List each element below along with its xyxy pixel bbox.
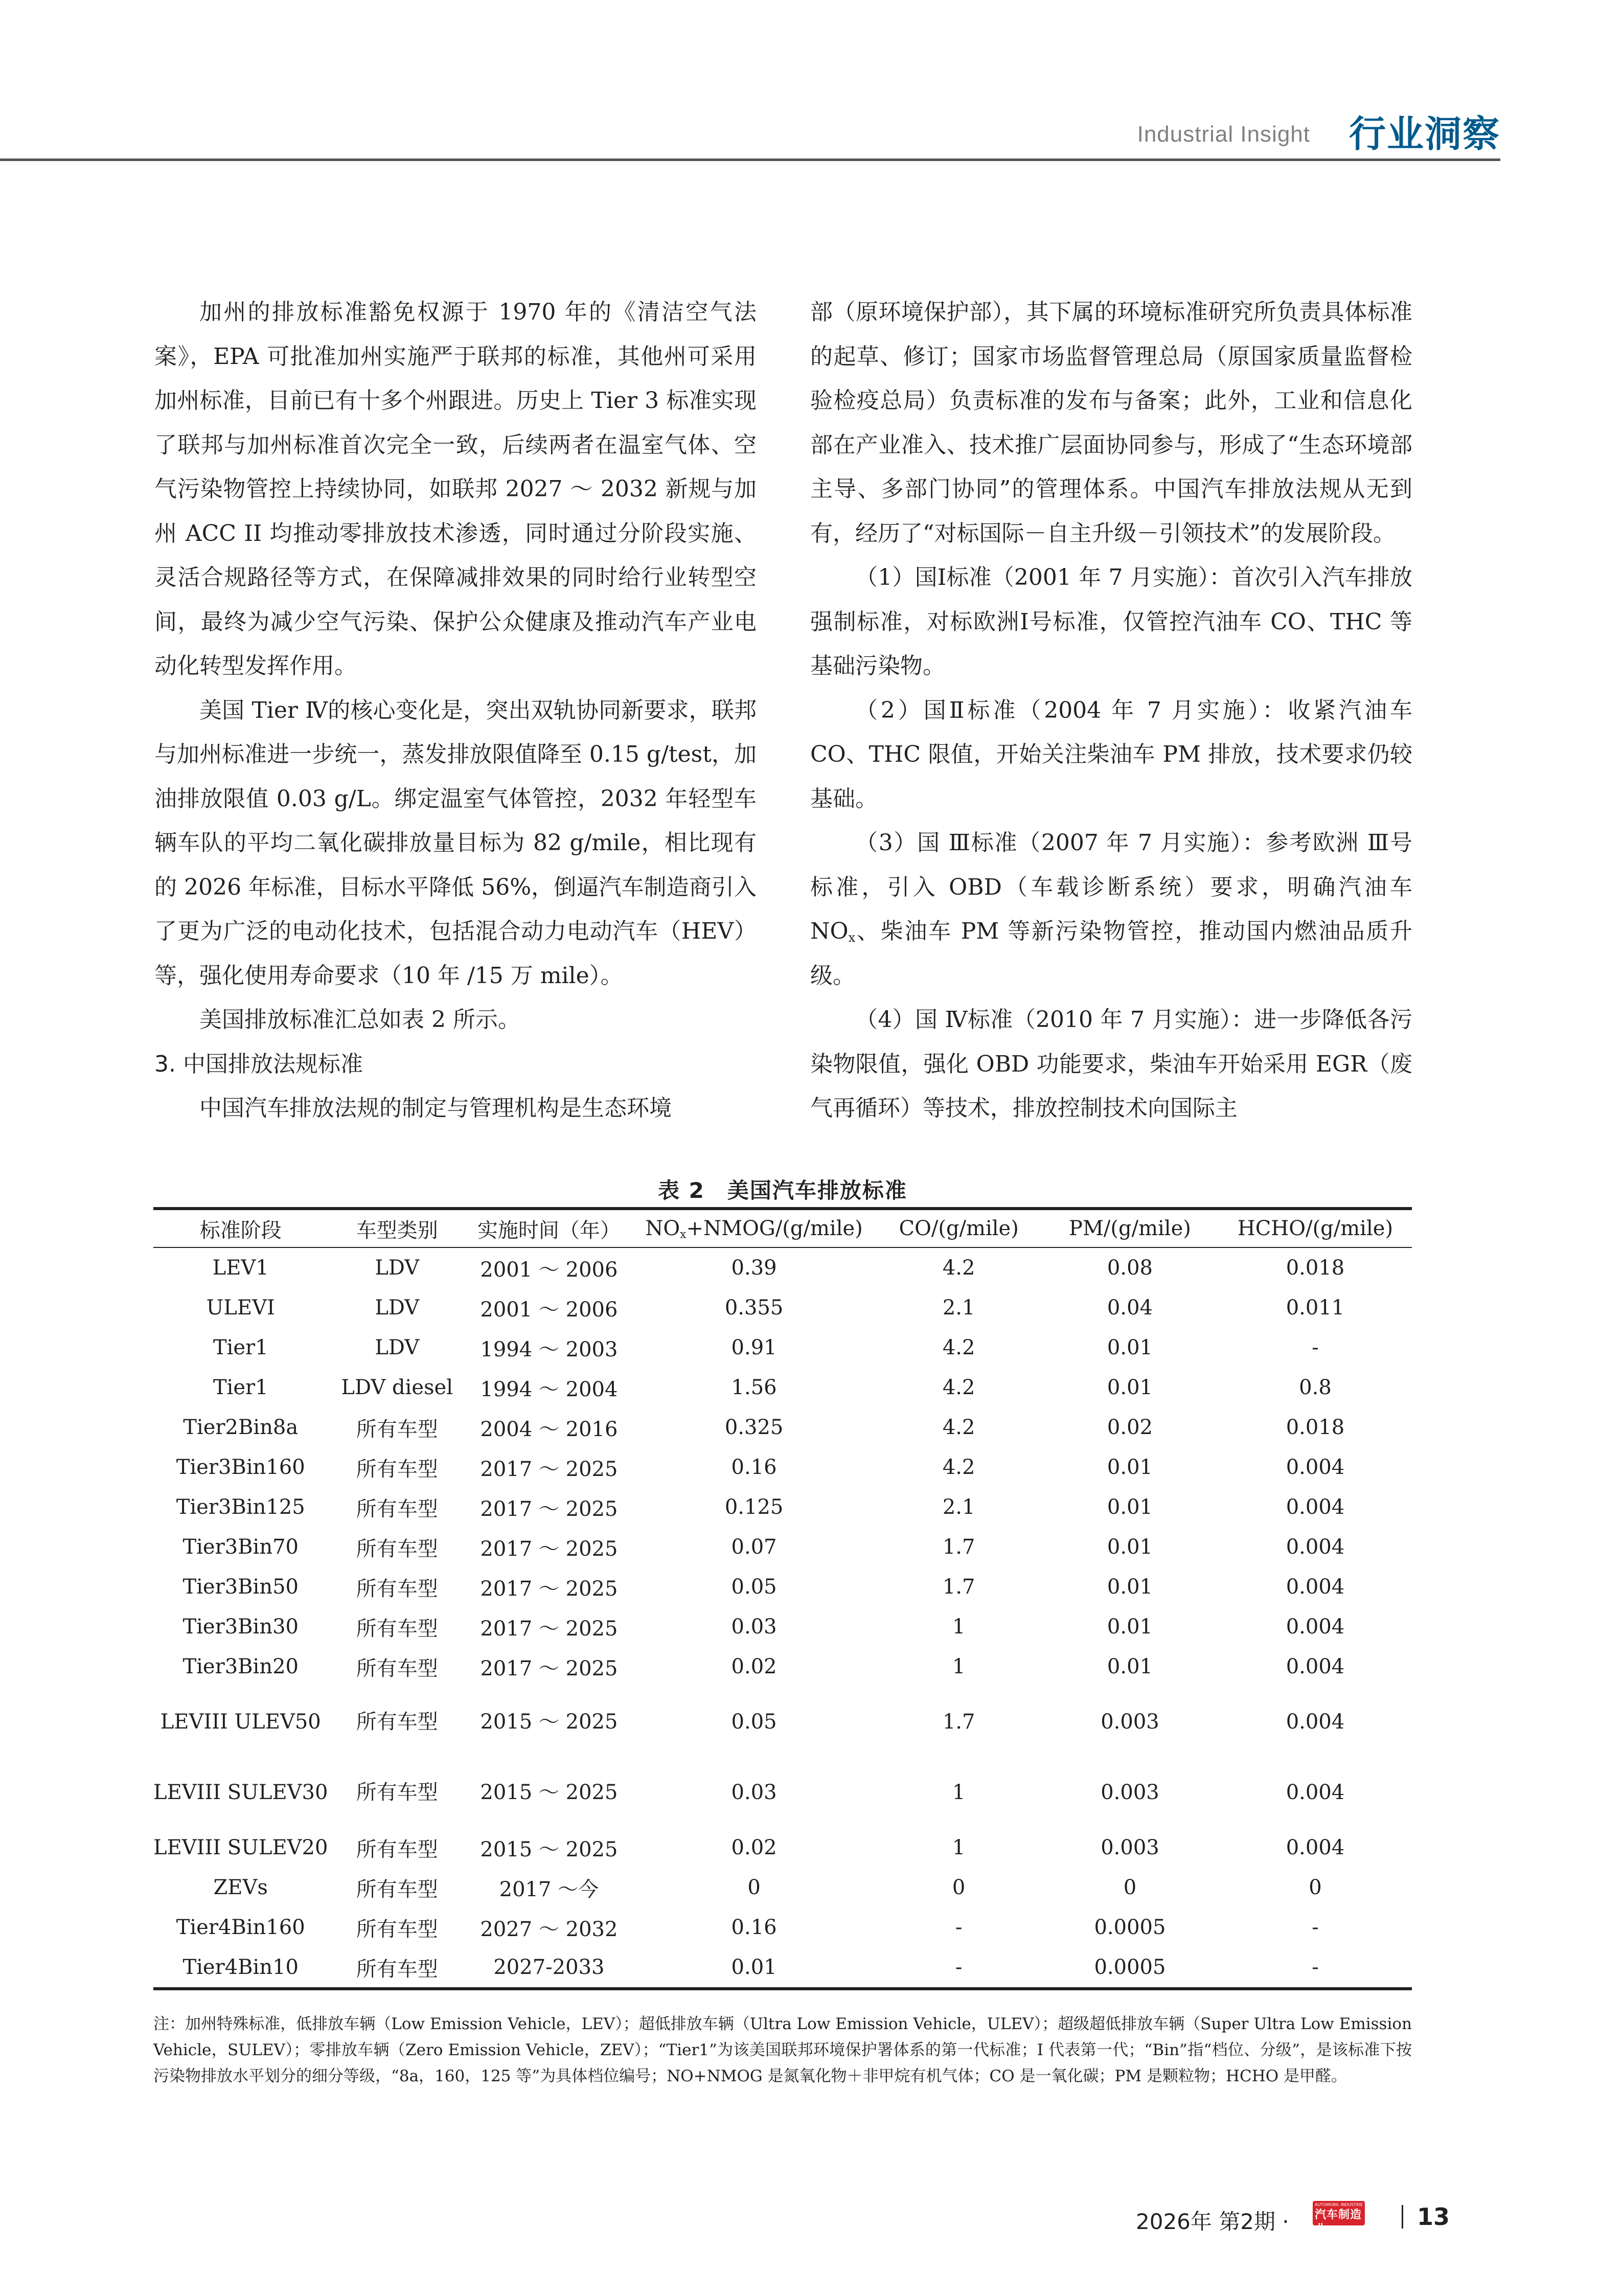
table-row [153, 1607, 1412, 1647]
subscript: x [848, 930, 856, 945]
cell-nox: 0.03 [731, 1781, 777, 1804]
cell-pm: 0.01 [1107, 1615, 1153, 1639]
table-row [153, 1868, 1412, 1907]
cell-nox: 0.05 [731, 1575, 777, 1599]
subscript: x [680, 1228, 687, 1241]
cell-stage: Tier3Bin20 [182, 1655, 299, 1678]
cell-nox: 0.02 [731, 1836, 777, 1859]
cell-hcho: 0.004 [1286, 1535, 1345, 1559]
stage-paragraph: （1）国Ⅰ标准（2001 年 7 月实施）：首次引入汽车排放强制标准，对标欧洲Ⅰ号标准，仅管控汽油车 CO、THC 等基础污染物。 [810, 564, 1412, 679]
paragraph: 部（原环境保护部），其下属的环境标准研究所负责具体标准的起草、修订；国家市场监督管理总局（原国家质量监督检验检疫总局）负责标准的发布与备案；此外，工业和信息化部在产业准入、技术推广层面协同参与，形成了“生态环境部主导、多部门协同”的管理体系。中国汽车排放法规从无到有，经历了“对标国际－自主升级－引领技术”的发展阶段。 [810, 299, 1412, 547]
cell-nox: 0.39 [731, 1256, 777, 1280]
cell-pm: 0.01 [1107, 1495, 1153, 1519]
cell-stage: Tier4Bin160 [176, 1916, 305, 1939]
paragraph: 美国排放标准汇总如表 2 所示。 [199, 1007, 520, 1033]
paragraph: 美国 Tier Ⅳ的核心变化是，突出双轨协同新要求，联邦与加州标准进一步统一，蒸发排放限值降至 0.15 g/test，加油排放限值 0.03 g/L。绑定温室气体管控，2032 年轻型车辆车队的平均二氧化碳排放量目标为 82 g/mile，相比现有的 2026 年标准，目标水平降低 56%，倒逼汽车制造商引入了更为广泛的电动化技术，包括混合动力电动汽车（HEV）等，强化使用寿命要求（10 年 /15 万 mile）。 [154, 697, 757, 989]
cell-pm: 0.08 [1107, 1256, 1153, 1280]
cell-hcho: - [1312, 1916, 1319, 1939]
cell-stage: Tier4Bin10 [182, 1956, 299, 1979]
table-row [153, 1757, 1412, 1828]
magazine-logo [1313, 2201, 1365, 2236]
cell-pm: 0.01 [1107, 1336, 1153, 1359]
paragraph: 中国汽车排放法规的制定与管理机构是生态环境 [199, 1095, 672, 1121]
cell-nox: 0.03 [731, 1615, 777, 1639]
logo-text-en: AUTOMOBIL INDUSTRIE [1315, 2202, 1363, 2207]
cell-co: 1.7 [942, 1535, 975, 1559]
cell-nox: 0.02 [731, 1655, 777, 1678]
table-body [153, 1247, 1412, 1989]
cell-hcho: 0.011 [1286, 1296, 1345, 1320]
cell-co: 1.7 [942, 1710, 975, 1734]
cell-vehicle: 所有车型 [356, 1617, 438, 1641]
issue-label: 2026年 第2期 · [1136, 2209, 1289, 2234]
table-row [153, 1647, 1412, 1687]
cell-co: 1 [952, 1781, 966, 1804]
section-label-zh: 行业洞察 [1348, 112, 1500, 155]
cell-pm: 0.0005 [1094, 1916, 1166, 1939]
cell-pm: 0.01 [1107, 1575, 1153, 1599]
col-header-stage: 标准阶段 [199, 1218, 282, 1242]
cell-years: 2001 ～ 2006 [480, 1258, 618, 1282]
cell-nox: 0 [747, 1876, 761, 1899]
stage-paragraph: （2）国Ⅱ标准（2004 年 7 月实施）：收紧汽油车 CO、THC 限值，开始关注柴油车 PM 排放，技术要求仍较基础。 [810, 697, 1412, 812]
cell-vehicle: 所有车型 [356, 1537, 438, 1561]
stage-paragraph: （4）国 Ⅳ标准（2010 年 7 月实施）：进一步降低各污染物限值，强化 OBD 功能要求，柴油车开始采用 EGR（废气再循环）等技术，排放控制技术向国际主 [810, 1007, 1412, 1121]
cell-vehicle: 所有车型 [356, 1457, 438, 1481]
cell-vehicle: LDV diesel [341, 1376, 453, 1399]
cell-hcho: 0.004 [1286, 1710, 1345, 1734]
table-row [153, 1288, 1412, 1328]
cell-co: 2.1 [942, 1495, 975, 1519]
cell-years: 2001 ～ 2006 [480, 1298, 618, 1322]
page-footer [1125, 2201, 1623, 2242]
cell-hcho: 0.004 [1286, 1836, 1345, 1859]
table-row [153, 1828, 1412, 1868]
cell-vehicle: LDV [375, 1256, 420, 1280]
cell-co: - [955, 1956, 963, 1979]
table-row [153, 1687, 1412, 1757]
table-caption: 表 2 美国汽车排放标准 [658, 1178, 907, 1203]
cell-hcho: 0.018 [1286, 1256, 1345, 1280]
cell-pm: 0 [1123, 1876, 1137, 1899]
cell-nox: 0.91 [731, 1336, 777, 1359]
cell-stage: Tier3Bin70 [182, 1535, 299, 1559]
cell-co: 1 [952, 1615, 966, 1639]
cell-nox: 0.16 [731, 1916, 777, 1939]
col-header-pm: PM/(g/mile) [1069, 1217, 1191, 1240]
cell-vehicle: 所有车型 [356, 1917, 438, 1941]
cell-nox: 0.01 [731, 1956, 777, 1979]
page-number: 13 [1417, 2203, 1450, 2231]
cell-stage: Tier1 [213, 1336, 268, 1359]
table-row [153, 1368, 1412, 1407]
col-header-years: 实施时间（年） [477, 1218, 621, 1242]
cell-hcho: 0.004 [1286, 1575, 1345, 1599]
footer-divider [1402, 2205, 1403, 2229]
cell-co: 2.1 [942, 1296, 975, 1320]
table-row [153, 1487, 1412, 1527]
cell-stage: Tier3Bin50 [182, 1575, 299, 1599]
cell-stage: ULEVI [206, 1296, 275, 1320]
cell-years: 2017 ～ 2025 [480, 1537, 618, 1561]
cell-co: 1.7 [942, 1575, 975, 1599]
cell-co: 4.2 [942, 1376, 975, 1399]
section-heading: 3. 中国排放法规标准 [154, 1051, 363, 1077]
cell-co: 4.2 [942, 1256, 975, 1280]
cell-co: 0 [952, 1876, 966, 1899]
cell-stage: Tier3Bin160 [176, 1456, 305, 1479]
cell-years: 2017 ～ 2025 [480, 1457, 618, 1481]
cell-hcho: 0.018 [1286, 1416, 1345, 1439]
table-note: 注：加州特殊标准，低排放车辆（Low Emission Vehicle，LEV）；超低排放车辆（Ultra Low Emission Vehicle，ULEV）；超级超低排放车辆（Super Ultra Low Emission Vehicle，SULEV）；零排放车辆（Zero Emission Vehicle，ZEV）；“Tier1”为该美国联邦环境保护署体系的第一代标准；I 代表第一代；“Bin”指“档位、分级”，是该标准下按污染物排放水平划分的细分等级，“8a，160，125 等”为具体档位编号；NO+NMOG 是氮氧化物＋非甲烷有机气体；CO 是一氧化碳；PM 是颗粒物；HCHO 是甲醛。 [153, 2015, 1412, 2085]
emission-table [153, 1207, 1412, 1990]
cell-years: 2015 ～ 2025 [480, 1710, 618, 1734]
table-row [153, 1567, 1412, 1607]
cell-years: 2017 ～今 [499, 1877, 599, 1901]
table-row [153, 1247, 1412, 1288]
text-run: （3）国 Ⅲ标准（2007 年 7 月实施）：参考欧洲 Ⅲ号标准，引入 OBD（车载诊断系统）要求，明确汽油车 NO [810, 830, 1412, 944]
right-column [810, 290, 1412, 1131]
cell-vehicle: LDV [375, 1296, 420, 1320]
cell-vehicle: 所有车型 [356, 1656, 438, 1680]
cell-pm: 0.02 [1107, 1416, 1153, 1439]
cell-co: 4.2 [942, 1336, 975, 1359]
table-header-row [153, 1209, 1412, 1247]
cell-pm: 0.04 [1107, 1296, 1153, 1320]
cell-pm: 0.003 [1101, 1836, 1159, 1859]
cell-stage: ZEVs [213, 1876, 268, 1899]
cell-stage: LEVIII SULEV30 [153, 1781, 328, 1804]
cell-stage: LEVIII ULEV50 [160, 1710, 321, 1734]
cell-vehicle: 所有车型 [356, 1877, 438, 1901]
cell-stage: Tier3Bin125 [176, 1495, 305, 1519]
section-label-en: Industrial Insight [1137, 122, 1310, 147]
cell-vehicle: 所有车型 [356, 1710, 438, 1734]
cell-vehicle: 所有车型 [356, 1781, 438, 1804]
col-header-hcho: HCHO/(g/mile) [1237, 1217, 1393, 1240]
cell-years: 2017 ～ 2025 [480, 1656, 618, 1680]
paragraph: 加州的排放标准豁免权源于 1970 年的《清洁空气法案》，EPA 可批准加州实施严于联邦的标准，其他州可采用加州标准，目前已有十多个州跟进。历史上 Tier 3 标准实现了联邦与加州标准首次完全一致，后续两者在温室气体、空气污染物管控上持续协同，如联邦 2027 ～ 2032 新规与加州 ACC II 均推动零排放技术渗透，同时通过分阶段实施、灵活合规路径等方式，在保障减排效果的同时给行业转型空间，最终为减少空气污染、保护公众健康及推动汽车产业电动化转型发挥作用。 [154, 299, 757, 679]
cell-vehicle: 所有车型 [356, 1957, 438, 1981]
cell-nox: 0.07 [731, 1535, 777, 1559]
cell-years: 2017 ～ 2025 [480, 1497, 618, 1521]
cell-pm: 0.003 [1101, 1710, 1159, 1734]
cell-years: 1994 ～ 2004 [480, 1377, 618, 1401]
cell-pm: 0.003 [1101, 1781, 1159, 1804]
cell-years: 2015 ～ 2025 [480, 1837, 618, 1861]
cell-vehicle: 所有车型 [356, 1417, 438, 1441]
cell-stage: LEV1 [212, 1256, 269, 1280]
cell-pm: 0.01 [1107, 1655, 1153, 1678]
cell-years: 2017 ～ 2025 [480, 1577, 618, 1601]
col-header-co: CO/(g/mile) [899, 1217, 1019, 1240]
running-head [0, 107, 1500, 161]
cell-nox: 0.325 [724, 1416, 784, 1439]
left-column [154, 290, 757, 1131]
table-row [153, 1447, 1412, 1487]
cell-co: 1 [952, 1655, 966, 1678]
cell-years: 2027-2033 [493, 1956, 605, 1979]
header-text: NO [645, 1217, 680, 1240]
cell-years: 2027 ～ 2032 [480, 1917, 618, 1941]
cell-co: 4.2 [942, 1416, 975, 1439]
cell-nox: 0.05 [731, 1710, 777, 1734]
cell-nox: 1.56 [731, 1376, 777, 1399]
cell-years: 2015 ～ 2025 [480, 1781, 618, 1804]
cell-hcho: 0.004 [1286, 1781, 1345, 1804]
col-header-nox [632, 1209, 877, 1247]
cell-hcho: 0.004 [1286, 1615, 1345, 1639]
cell-stage: LEVIII SULEV20 [153, 1836, 328, 1859]
cell-vehicle: 所有车型 [356, 1497, 438, 1521]
cell-co: 4.2 [942, 1456, 975, 1479]
logo-text-zh: 汽车制造业 [1315, 2209, 1362, 2236]
cell-hcho: 0.004 [1286, 1456, 1345, 1479]
cell-stage: Tier3Bin30 [182, 1615, 299, 1639]
cell-stage: Tier1 [213, 1376, 268, 1399]
cell-stage: Tier2Bin8a [183, 1416, 299, 1439]
table-row [153, 1328, 1412, 1368]
cell-hcho: - [1312, 1956, 1319, 1979]
cell-hcho: - [1312, 1336, 1319, 1359]
cell-pm: 0.01 [1107, 1535, 1153, 1559]
cell-vehicle: 所有车型 [356, 1577, 438, 1601]
stage-paragraph [810, 821, 1412, 998]
cell-years: 2004 ～ 2016 [480, 1417, 618, 1441]
cell-hcho: 0.8 [1299, 1376, 1332, 1399]
col-header-vehicle: 车型类别 [356, 1218, 438, 1242]
cell-nox: 0.125 [724, 1495, 784, 1519]
cell-nox: 0.355 [724, 1296, 784, 1320]
table-row [153, 1947, 1412, 1989]
cell-pm: 0.01 [1107, 1376, 1153, 1399]
table-row [153, 1907, 1412, 1947]
table-row [153, 1527, 1412, 1567]
cell-hcho: 0 [1309, 1876, 1322, 1899]
cell-hcho: 0.004 [1286, 1655, 1345, 1678]
cell-hcho: 0.004 [1286, 1495, 1345, 1519]
cell-co: - [955, 1916, 963, 1939]
table-row [153, 1407, 1412, 1447]
cell-co: 1 [952, 1836, 966, 1859]
cell-vehicle: LDV [375, 1336, 420, 1359]
cell-pm: 0.0005 [1094, 1956, 1166, 1979]
header-text: +NMOG/(g/mile) [686, 1217, 863, 1240]
cell-vehicle: 所有车型 [356, 1837, 438, 1861]
cell-pm: 0.01 [1107, 1456, 1153, 1479]
cell-nox: 0.16 [731, 1456, 777, 1479]
cell-years: 2017 ～ 2025 [480, 1617, 618, 1641]
text-run: 、柴油车 PM 等新污染物管控，推动国内燃油品质升级。 [810, 918, 1412, 989]
cell-years: 1994 ～ 2003 [480, 1337, 618, 1361]
